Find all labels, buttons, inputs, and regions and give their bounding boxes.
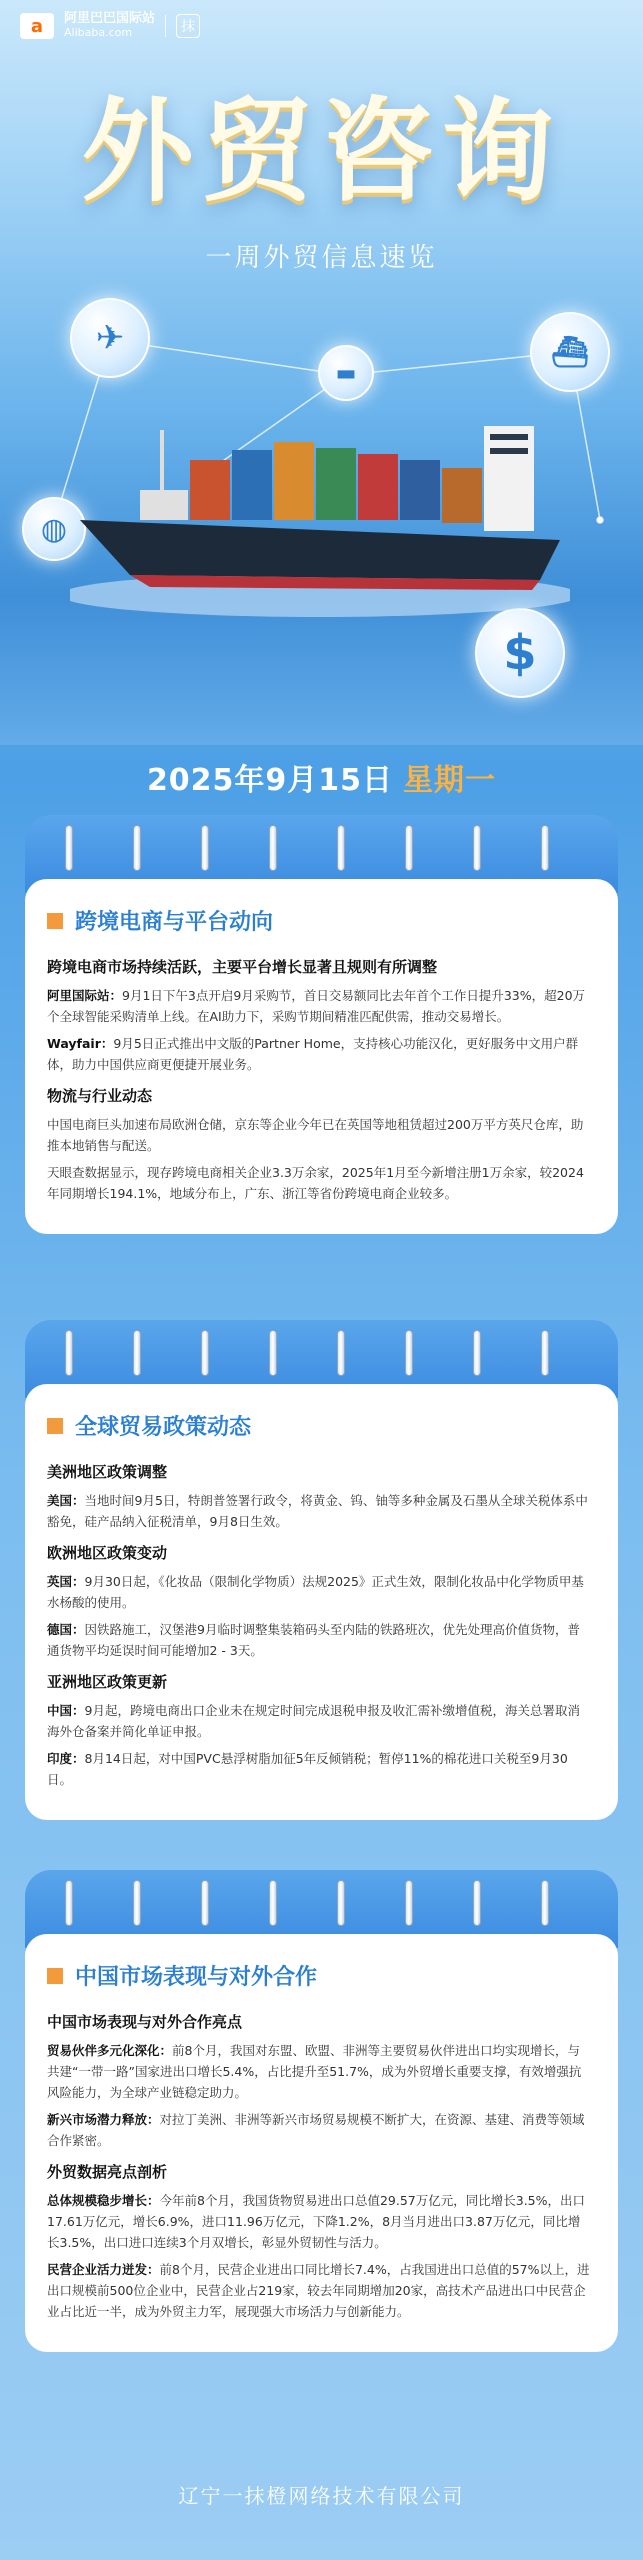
block-subtitle: 跨境电商市场持续活跃，主要平台增长显著且规则有所调整 (47, 958, 438, 976)
square-bullet-icon (47, 1968, 63, 1984)
news-paragraph: 中国电商巨头加速布局欧洲仓储，京东等企业今年已在英国等地租赁超过200万平方英尺仓库，助推本地销售与配送。 (47, 1117, 584, 1153)
block-subtitle: 物流与行业动态 (47, 1087, 153, 1105)
seal-logo-icon: 抹 (176, 14, 200, 38)
footer-company: 辽宁一抹橙网络技术有限公司 (178, 2484, 465, 2508)
card-content (25, 1934, 618, 2352)
news-paragraph: 总体规模稳步增长：今年前8个月，我国货物贸易进出口总值29.57万亿元，同比增长3.5%，出口17.61万亿元，增长6.9%，进口11.96万亿元，下降1.2%，8月当月进出口3.87万亿元，同比增长3.5%，出口进口连续3个月双增长，彰显外贸韧性与活力。 (47, 2193, 586, 2250)
alibaba-logo-icon: a (20, 13, 54, 39)
wallet-icon: ▬ (318, 345, 374, 401)
brand-name: 阿里巴巴国际站 (64, 11, 156, 26)
news-paragraph: 中国：9月起，跨境电商出口企业未在规定时间完成退税申报及收汇需补缴增值税，海关总署取消海外仓备案并简化单证申报。 (47, 1703, 580, 1739)
airplane-icon: ✈ (70, 298, 150, 378)
section-title: 跨境电商与平台动向 (75, 910, 274, 935)
hero-banner (0, 0, 643, 745)
page-subtitle: 一周外贸信息速览 (205, 243, 438, 273)
ship-icon: ⛴ (530, 312, 610, 392)
news-paragraph: 印度：8月14日起，对中国PVC悬浮树脂加征5年反倾销税；暂停11%的棉花进口关税至9月30日。 (47, 1751, 568, 1787)
square-bullet-icon (47, 1418, 63, 1434)
section-title: 中国市场表现与对外合作 (75, 1965, 318, 1990)
section-card-policy (25, 1320, 618, 1820)
section-header (47, 905, 592, 936)
section-card-market (25, 1870, 618, 2352)
card-content (25, 879, 618, 1234)
section-header (47, 1410, 592, 1441)
section-card-ecommerce (25, 815, 618, 1234)
section-title: 全球贸易政策动态 (75, 1415, 252, 1440)
news-paragraph: 贸易伙伴多元化深化：前8个月，我国对东盟、欧盟、非洲等主要贸易伙伴进出口均实现增长，与共建“一带一路”国家进出口增长5.4%，占比提升至51.7%，成为外贸增长重要支撑，有效增强抗风险能力，为全球产业链稳定助力。 (47, 2043, 582, 2100)
brand-domain: Alibaba.com (64, 26, 133, 39)
news-paragraph: 民营企业活力迸发：前8个月，民营企业进出口同比增长7.4%，占我国进出口总值的57%以上，进出口规模前500位企业中，民营企业占219家，较去年同期增加20家，高技术产品进出口中民营企业占比近一半，成为外贸主力军，展现强大市场活力与创新能力。 (47, 2262, 590, 2319)
date-line (0, 755, 643, 799)
section-header (47, 1960, 592, 1991)
news-paragraph: 美国：当地时间9月5日，特朗普签署行政令，将黄金、钨、铀等多种金属及石墨从全球关税体系中豁免，硅产品纳入征税清单，9月8日生效。 (47, 1493, 588, 1529)
cargo-ship-image (70, 390, 570, 620)
news-paragraph: 新兴市场潜力释放：对拉丁美洲、非洲等新兴市场贸易规模不断扩大，在资源、基建、消费等领域合作紧密。 (47, 2112, 585, 2148)
page-title: 外贸咨询 (81, 87, 562, 217)
news-paragraph: Wayfair：9月5日正式推出中文版的Partner Home，支持核心功能汉化，更好服务中文用户群体，助力中国供应商更便捷开展业务。 (47, 1036, 579, 1072)
globe-icon: ◍ (22, 497, 86, 561)
date-text: 2025年9月15日 (146, 763, 394, 798)
news-paragraph: 阿里国际站：9月1日下午3点开启9月采购节，首日交易额同比去年首个工作日提升33%，超20万个全球智能采购清单上线。在AI助力下，采购节期间精准匹配供需，推动交易增长。 (47, 988, 586, 1024)
card-content (25, 1384, 618, 1820)
news-paragraph: 英国：9月30日起，《化妆品（限制化学物质）法规2025》正式生效，限制化妆品中化学物质甲基水杨酸的使用。 (47, 1574, 584, 1610)
block-subtitle: 亚洲地区政策更新 (47, 1673, 168, 1691)
block-subtitle: 美洲地区政策调整 (47, 1463, 168, 1481)
block-subtitle: 中国市场表现与对外合作亮点 (47, 2013, 243, 2031)
square-bullet-icon (47, 913, 63, 929)
block-subtitle: 外贸数据亮点剖析 (47, 2163, 168, 2181)
news-paragraph: 天眼查数据显示，现存跨境电商相关企业3.3万余家，2025年1月至今新增注册1万余家，较2024年同期增长194.1%，地域分布上，广东、浙江等省份跨境电商企业较多。 (47, 1165, 584, 1201)
news-paragraph: 德国：因铁路施工，汉堡港9月临时调整集装箱码头至内陆的铁路班次，优先处理高价值货物，普通货物平均延误时间可能增加2 - 3天。 (47, 1622, 580, 1658)
weekday-text: 星期一 (403, 763, 497, 798)
block-subtitle: 欧洲地区政策变动 (47, 1544, 168, 1562)
dollar-icon: $ (475, 608, 565, 698)
